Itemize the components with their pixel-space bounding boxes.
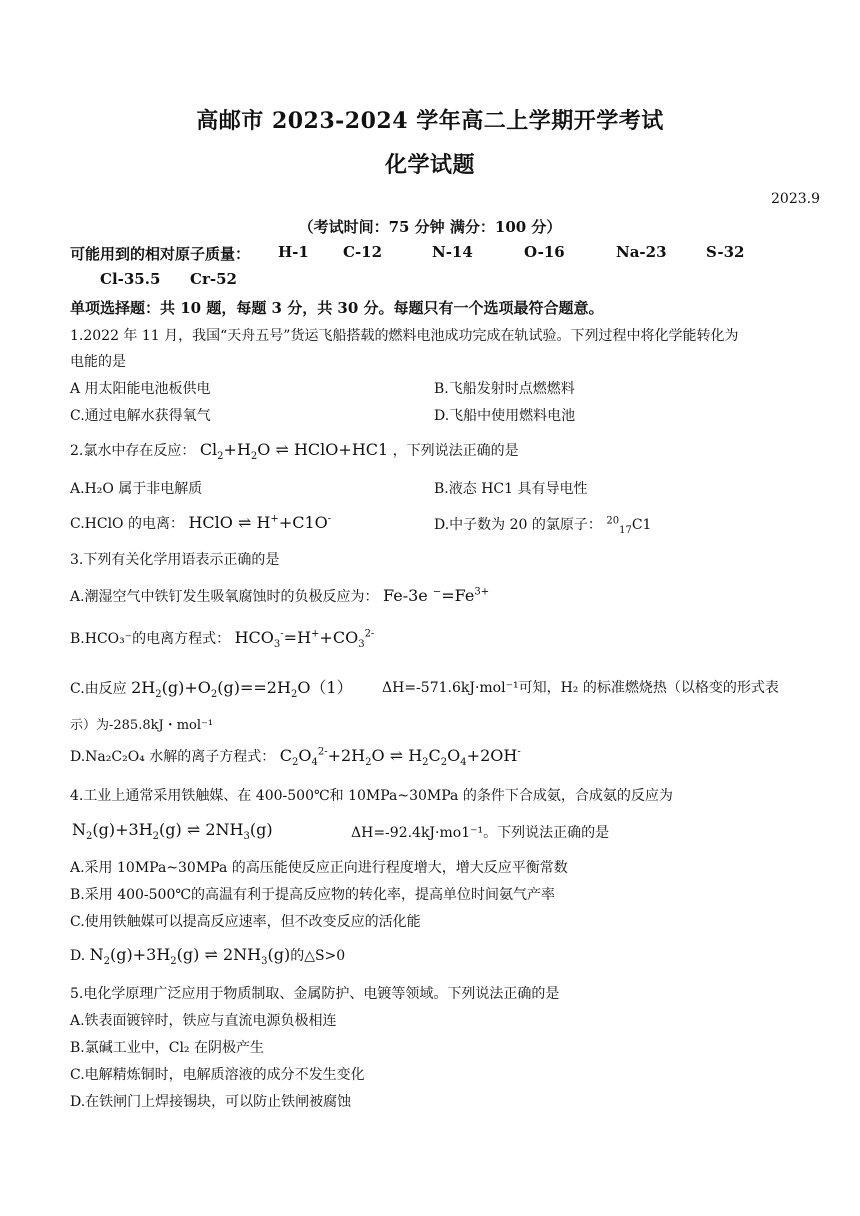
q2-stem xyxy=(70,440,519,463)
atomic-mass-item: C-12 xyxy=(343,243,383,261)
atomic-mass-item: S-32 xyxy=(706,243,745,261)
q3-option-b-label: B.HCO₃⁻的电离方程式： xyxy=(70,631,231,647)
q1-option-b: B.飞船发射时点燃燃料 xyxy=(434,381,575,397)
q2-stem-post: ，下列说法正确的是 xyxy=(392,443,519,459)
exam-info: （考试时间：75 分钟 满分：100 分） xyxy=(298,218,562,236)
q3-option-c-label: C.由反应 xyxy=(70,681,127,697)
q3-option-d xyxy=(70,746,521,769)
q3-option-b xyxy=(70,628,375,651)
q3-option-d-equation: $C_2O_4^{2-}+2H_2O$ ⇌ $H_2C_2O_4+2OH^-$ xyxy=(279,746,521,769)
q3-option-d-label: D.Na₂C₂O₄ 水解的离子方程式： xyxy=(70,749,276,765)
q2-option-b: B.液态 HC1 具有导电性 xyxy=(434,481,588,497)
q1-stem-cont: 电能的是 xyxy=(70,354,126,370)
atomic-mass-item: Cr-52 xyxy=(190,270,237,288)
q4-option-b: B.采用 400-500℃的高温有利于提高反应物的转化率，提高单位时间氨气产率 xyxy=(70,887,556,903)
q3-option-c-equation: $2H_2(g)+O_2(g)==2H_2O(1)$ xyxy=(131,678,353,701)
section-heading: 单项选择题：共 10 题，每题 3 分，共 30 分。每题只有一个选项最符合题意。 xyxy=(70,299,604,317)
q3-option-c-dh-value: ΔH=-571.6kJ·mol⁻¹ xyxy=(382,680,519,696)
q4-equation: $N_2(g)+3H_2(g)$ ⇌ $2NH_3(g)$ xyxy=(72,820,273,843)
q4-dh-value: ΔH=-92.4kJ·mo1⁻¹ xyxy=(351,825,484,841)
q4-option-d-label: D. xyxy=(70,948,86,964)
q5-option-b: B.氯碱工业中，Cl₂ 在阴极产生 xyxy=(70,1040,264,1056)
q5-option-a: A.铁表面镀锌时，铁应与直流电源负极相连 xyxy=(70,1013,337,1029)
q2-stem-pre: 2.氯水中存在反应： xyxy=(70,443,196,459)
atomic-mass-item: H-1 xyxy=(278,243,309,261)
exam-title: 高邮市 2023-2024 学年高二上学期开学考试 xyxy=(196,108,664,134)
atomic-mass-item: Na-23 xyxy=(616,243,667,261)
q4-stem: 4.工业上通常采用铁触媒、在 400-500℃和 10MPa~30MPa 的条件下合成氨，合成氨的反应为 xyxy=(70,788,673,804)
q5-stem: 5.电化学原理广泛应用于物质制取、金属防护、电镀等领域。下列说法正确的是 xyxy=(70,986,560,1002)
exam-subtitle: 化学试题 xyxy=(384,152,475,178)
q3-option-a xyxy=(70,586,489,606)
q3-option-b-equation: $HCO_3^-=H^++CO_3^{2-}$ xyxy=(234,628,375,651)
q3-option-c-dh xyxy=(382,677,779,697)
q5-option-c: C.电解精炼铜时，电解质溶液的成分不发生变化 xyxy=(70,1067,365,1083)
atomic-mass-item: Cl-35.5 xyxy=(100,270,161,288)
q2-option-c-label: C.HClO 的电离： xyxy=(70,516,184,532)
atomic-mass-label: 可能用到的相对原子质量： xyxy=(70,245,251,263)
q2-option-c xyxy=(70,513,331,533)
q1-stem: 1.2022 年 11 月，我国“天舟五号”货运飞船搭载的燃料电池成功完成在轨试验。下列过程中将化学能转化为 xyxy=(70,328,739,344)
q4-dh xyxy=(351,822,609,842)
q4-option-a: A.采用 10MPa~30MPa 的高压能使反应正向进行程度增大，增大反应平衡常数 xyxy=(70,860,568,876)
atomic-mass-item: N-14 xyxy=(432,243,473,261)
q3-option-c xyxy=(70,675,353,701)
q4-option-d-equation: $N_2(g)+3H_2(g)$ ⇌ $2NH_3(g)$ xyxy=(89,945,291,968)
q1-option-d: D.飞船中使用燃料电池 xyxy=(434,408,576,424)
q5-option-d: D.在铁闸门上焊接锡块，可以防止铁闸被腐蚀 xyxy=(70,1094,352,1110)
q3-option-c-cont: 示）为-285.8kJ・mol⁻¹ xyxy=(70,718,214,733)
q2-option-d xyxy=(434,514,651,534)
q3-stem: 3.下列有关化学用语表示正确的是 xyxy=(70,552,280,568)
q3-option-a-label: A.潮湿空气中铁钉发生吸氧腐蚀时的负极反应为： xyxy=(70,589,379,605)
q4-stem-tail: 。下列说法正确的是 xyxy=(483,825,610,841)
q3-option-c-tail: 可知，H₂ 的标准燃烧热（以格变的形式表 xyxy=(518,680,779,696)
exam-date: 2023.9 xyxy=(771,191,820,207)
q2-option-c-equation: HClO ⇌ H++C1O- xyxy=(188,513,332,532)
q2-option-a: A.H₂O 属于非电解质 xyxy=(70,481,203,497)
q3-option-a-equation: Fe-3e $^-=Fe^{3+}$ xyxy=(383,586,490,605)
q2-option-d-nuclide: $^{20}_{17}$C1 xyxy=(606,515,652,536)
q4-option-d xyxy=(70,945,346,968)
q4-option-d-tail: 的△S>0 xyxy=(290,948,346,964)
q2-equation: $Cl_2+H_2O$ ⇌ HClO+HC1 xyxy=(199,440,389,463)
q1-option-c: C.通过电解水获得氧气 xyxy=(70,408,211,424)
q1-option-a: A 用太阳能电池板供电 xyxy=(70,381,211,397)
atomic-mass-item: O-16 xyxy=(524,243,565,261)
q2-option-d-label: D.中子数为 20 的氯原子： xyxy=(434,517,602,533)
q4-option-c: C.使用铁触媒可以提高反应速率，但不改变反应的活化能 xyxy=(70,914,421,930)
